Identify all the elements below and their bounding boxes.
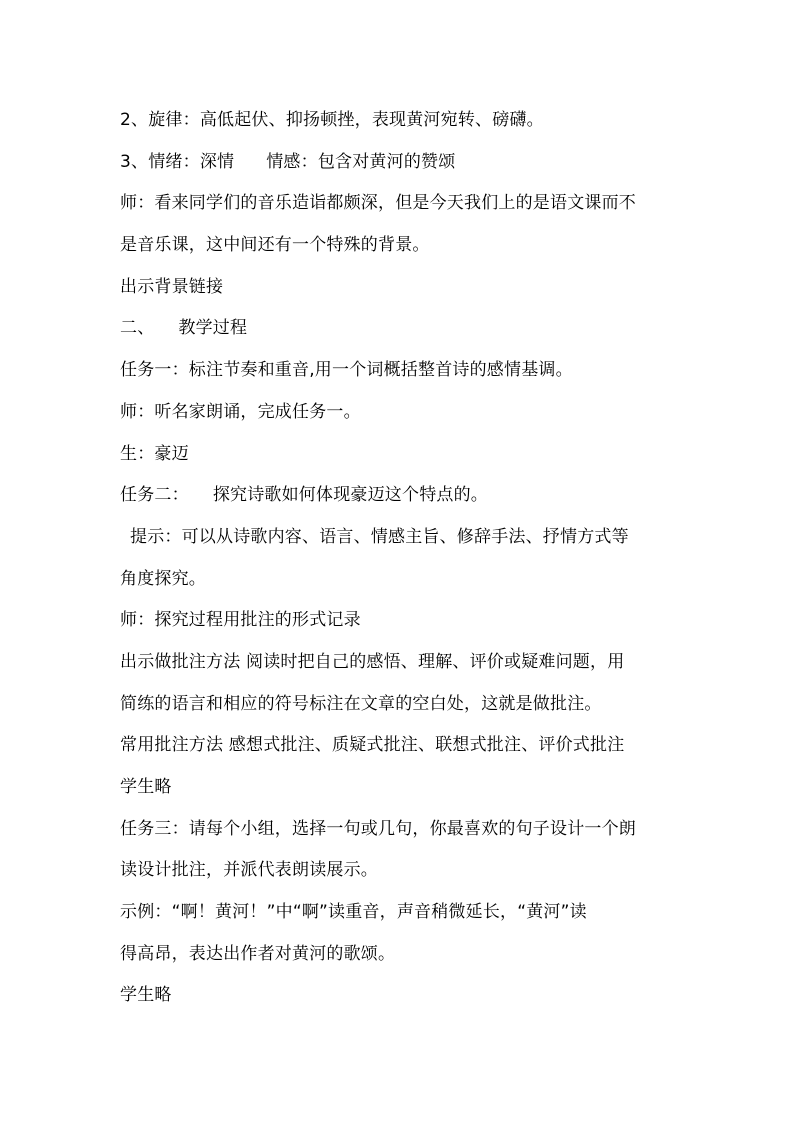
text-line: 角度探究。 bbox=[120, 568, 206, 589]
document-body bbox=[120, 100, 680, 1017]
text-line: 生：豪迈 bbox=[120, 443, 189, 464]
text-line bbox=[120, 142, 680, 184]
text-line: 简练的语言和相应的符号标注在文章的空白处，这就是做批注。 bbox=[120, 693, 602, 714]
text-line bbox=[120, 475, 680, 517]
text-line: 师：探究过程用批注的形式记录 bbox=[120, 610, 361, 631]
text-line: 出示背景链接 bbox=[120, 276, 224, 297]
emotion-label: 3、情绪：深情 bbox=[120, 151, 235, 172]
text-line: 学生略 bbox=[120, 985, 172, 1006]
text-line: 2、旋律：高低起伏、抑扬顿挫，表现黄河宛转、磅礴。 bbox=[120, 110, 544, 130]
text-line: 任务三：请每个小组，选择一句或几句，你最喜欢的句子设计一个朗 bbox=[120, 818, 636, 839]
text-line: 师：听名家朗诵，完成任务一。 bbox=[120, 401, 361, 422]
text-line: 示例：“啊！黄河！”中“啊”读重音，声音稍微延长，“黄河”读 bbox=[120, 902, 587, 923]
task-text: 探究诗歌如何体现豪迈这个特点的。 bbox=[212, 485, 489, 506]
text-line: 师：看来同学们的音乐造诣都颇深，但是今天我们上的是语文课而不 bbox=[120, 193, 636, 214]
text-line: 出示做批注方法 阅读时把自己的感悟、理解、评价或疑难问题，用 bbox=[120, 651, 625, 672]
text-line: 任务一：标注节奏和重音,用一个词概括整首诗的感情基调。 bbox=[120, 360, 573, 381]
text-line: 常用批注方法 感想式批注、质疑式批注、联想式批注、评价式批注 bbox=[120, 735, 625, 756]
text-line: 是音乐课，这中间还有一个特殊的背景。 bbox=[120, 235, 430, 256]
section-title: 教学过程 bbox=[178, 318, 248, 339]
section-heading bbox=[120, 308, 680, 350]
text-line: 提示：可以从诗歌内容、语言、情感主旨、修辞手法、抒情方式等 bbox=[130, 526, 629, 547]
task-label: 任务二： bbox=[120, 485, 189, 506]
section-number: 二、 bbox=[120, 318, 155, 339]
text-line: 学生略 bbox=[120, 777, 172, 797]
text-line: 读设计批注，并派代表朗读展示。 bbox=[120, 860, 378, 881]
text-line: 得高昂，表达出作者对黄河的歌颂。 bbox=[120, 943, 396, 964]
feeling-label: 情感：包含对黄河的赞颂 bbox=[266, 151, 456, 172]
